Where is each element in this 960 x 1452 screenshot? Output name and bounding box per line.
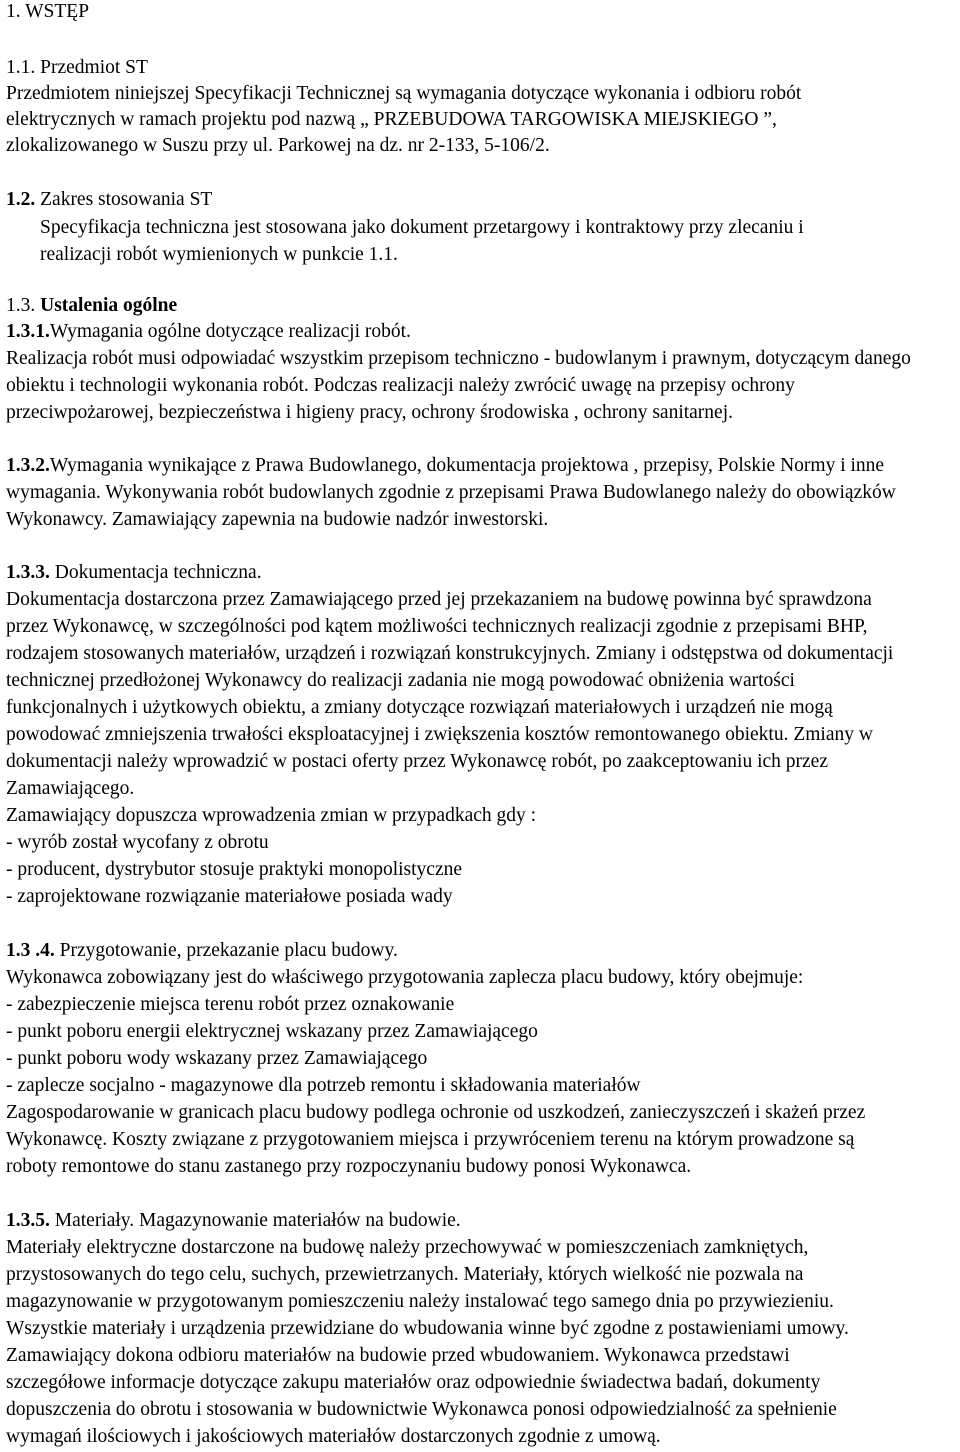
section-1-3-4-title: Przygotowanie, przekazanie placu budowy. [59, 940, 398, 961]
section-1-3-5-line: przystosowanych do tego celu, suchych, przewietrzanych. Materiały, których wielkość nie pozwala na [6, 1264, 804, 1285]
section-1-3-1-heading [6, 319, 411, 345]
section-1-3-5-line: Zamawiający dokona odbioru materiałów na budowie przed wbudowaniem. Wykonawca przedstawi [6, 1345, 790, 1366]
section-1-3-3-line: Dokumentacja dostarczona przez Zamawiającego przed jej przekazaniem na budowę powinna być sprawdzona [6, 589, 872, 610]
list-item: - zaplecze socjalno - magazynowe dla potrzeb remontu i składowania materiałów [6, 1075, 641, 1096]
section-heading-1: 1. WSTĘP [6, 1, 90, 22]
section-1-3-3-line: Zamawiający dopuszcza wprowadzenia zmian w przypadkach gdy : [6, 805, 537, 826]
list-item: - wyrób został wycofany z obrotu [6, 832, 269, 853]
section-1-3-4-heading [6, 938, 398, 964]
section-1-3-4-line: Wykonawcę. Koszty związane z przygotowaniem miejsca i przywróceniem terenu na którym prowadzone są [6, 1129, 855, 1150]
list-item: - punkt poboru energii elektrycznej wskazany przez Zamawiającego [6, 1021, 538, 1042]
section-1-1-line: Przedmiotem niniejszej Specyfikacji Technicznej są wymagania dotyczące wykonania i odbioru robót [6, 83, 802, 104]
section-1-2-title: Zakres stosowania ST [40, 189, 213, 210]
section-1-3-4-line: Wykonawca zobowiązany jest do właściwego przygotowania zaplecza placu budowy, który obejmuje: [6, 967, 804, 988]
section-1-3-3-number: 1.3.3. [6, 562, 50, 583]
section-1-3-heading [6, 293, 177, 319]
section-1-3-5-line: magazynowanie w przygotowanym pomieszczeniu należy instalować tego samego dnia po przywiezieniu. [6, 1291, 834, 1312]
section-1-3-2-number: 1.3.2. [6, 455, 50, 476]
section-1-3-2-line: Wykonawcy. Zamawiający zapewnia na budowie nadzór inwestorski. [6, 509, 549, 530]
section-1-3-3-line: powodować zmniejszenia trwałości eksploatacyjnej i zwiększenia kosztów remontowanego obiektu. Zmiany w [6, 724, 873, 745]
section-1-2-heading [6, 187, 212, 213]
section-1-3-5-heading [6, 1208, 461, 1234]
section-1-2-line: realizacji robót wymienionych w punkcie 1.1. [40, 244, 398, 265]
section-1-3-number: 1.3. [6, 295, 36, 316]
section-1-3-2-first-line: Wymagania wynikające z Prawa Budowlanego, dokumentacja projektowa , przepisy, Polskie Normy i inne [49, 455, 885, 476]
section-1-3-2-heading [6, 453, 884, 479]
section-1-3-3-line: dokumentacji należy wprowadzić w postaci oferty przez Wykonawcę robót, po zaakceptowaniu ich przez [6, 751, 828, 772]
section-1-3-5-line: dopuszczenia do obrotu i stosowania w budownictwie Wykonawca ponosi odpowiedzialność za spełnienie [6, 1399, 837, 1420]
section-1-3-title: Ustalenia ogólne [40, 295, 178, 316]
section-1-3-3-line: rodzajem stosowanych materiałów, urządzeń i rozwiązań konstrukcyjnych. Zmiany i odstępstwa od dokumentacji [6, 643, 894, 664]
section-1-3-1-number: 1.3.1. [6, 321, 50, 342]
list-item: - producent, dystrybutor stosuje praktyki monopolistyczne [6, 859, 463, 880]
section-1-3-2-line: wymagania. Wykonywania robót budowlanych zgodnie z przepisami Prawa Budowlanego należy do obowiązków [6, 482, 896, 503]
section-1-3-4-line: Zagospodarowanie w granicach placu budowy podlega ochronie od uszkodzeń, zanieczyszczeń i skażeń przez [6, 1102, 866, 1123]
section-1-3-3-line: funkcjonalnych i użytkowych obiektu, a zmiany dotyczące rozwiązań materiałowych i urządzeń nie mogą [6, 697, 833, 718]
section-1-3-1-line: Realizacja robót musi odpowiadać wszystkim przepisom techniczno - budowlanym i prawnym, dotyczącym danego [6, 348, 911, 369]
section-1-3-5-title: Materiały. Magazynowanie materiałów na budowie. [54, 1210, 461, 1231]
section-1-3-5-line: szczegółowe informacje dotyczące zakupu materiałów oraz odpowiednie świadectwa badań, dokumenty [6, 1372, 821, 1393]
section-1-3-5-number: 1.3.5. [6, 1210, 50, 1231]
section-1-2-number: 1.2. [6, 189, 36, 210]
section-1-1-title: 1.1. Przedmiot ST [6, 57, 148, 78]
section-1-3-3-heading [6, 560, 262, 586]
section-1-3-1-line: obiektu i technologii wykonania robót. Podczas realizacji należy zwrócić uwagę na przepisy ochrony [6, 375, 795, 396]
section-1-3-5-line: wymagań ilościowych i jakościowych materiałów dostarczonych zgodnie z umową. [6, 1426, 661, 1447]
section-1-3-4-number: 1.3 .4. [6, 940, 55, 961]
list-item: - zabezpieczenie miejsca terenu robót przez oznakowanie [6, 994, 455, 1015]
list-item: - zaprojektowane rozwiązanie materiałowe posiada wady [6, 886, 453, 907]
section-1-3-3-line: przez Wykonawcę, w szczególności pod kątem możliwości technicznych realizacji zgodnie z przepisami BHP, [6, 616, 868, 637]
section-1-2-line: Specyfikacja techniczna jest stosowana jako dokument przetargowy i kontraktowy przy zlecaniu i [40, 217, 804, 238]
section-1-3-1-line: przeciwpożarowej, bezpieczeństwa i higieny pracy, ochrony środowiska , ochrony sanitarnej. [6, 402, 734, 423]
section-1-3-4-line: roboty remontowe do stanu zastanego przy rozpoczynaniu budowy ponosi Wykonawca. [6, 1156, 692, 1177]
list-item: - punkt poboru wody wskazany przez Zamawiającego [6, 1048, 428, 1069]
section-1-3-5-line: Materiały elektryczne dostarczone na budowę należy przechowywać w pomieszczeniach zamkniętych, [6, 1237, 809, 1258]
section-1-3-3-title: Dokumentacja techniczna. [54, 562, 262, 583]
section-1-1-line: elektrycznych w ramach projektu pod nazwą „ PRZEBUDOWA TARGOWISKA MIEJSKIEGO ”, [6, 109, 777, 130]
section-1-3-3-line: technicznej przedłożonej Wykonawcy do realizacji zadania nie mogą powodować obniżenia wartości [6, 670, 795, 691]
section-1-1-line: zlokalizowanego w Suszu przy ul. Parkowej na dz. nr 2-133, 5-106/2. [6, 135, 550, 156]
section-1-3-5-line: Wszystkie materiały i urządzenia przewidziane do wbudowania winne być zgodne z postawieniami umowy. [6, 1318, 849, 1339]
section-1-3-1-title: Wymagania ogólne dotyczące realizacji robót. [49, 321, 411, 342]
section-1-3-3-line: Zamawiającego. [6, 778, 135, 799]
